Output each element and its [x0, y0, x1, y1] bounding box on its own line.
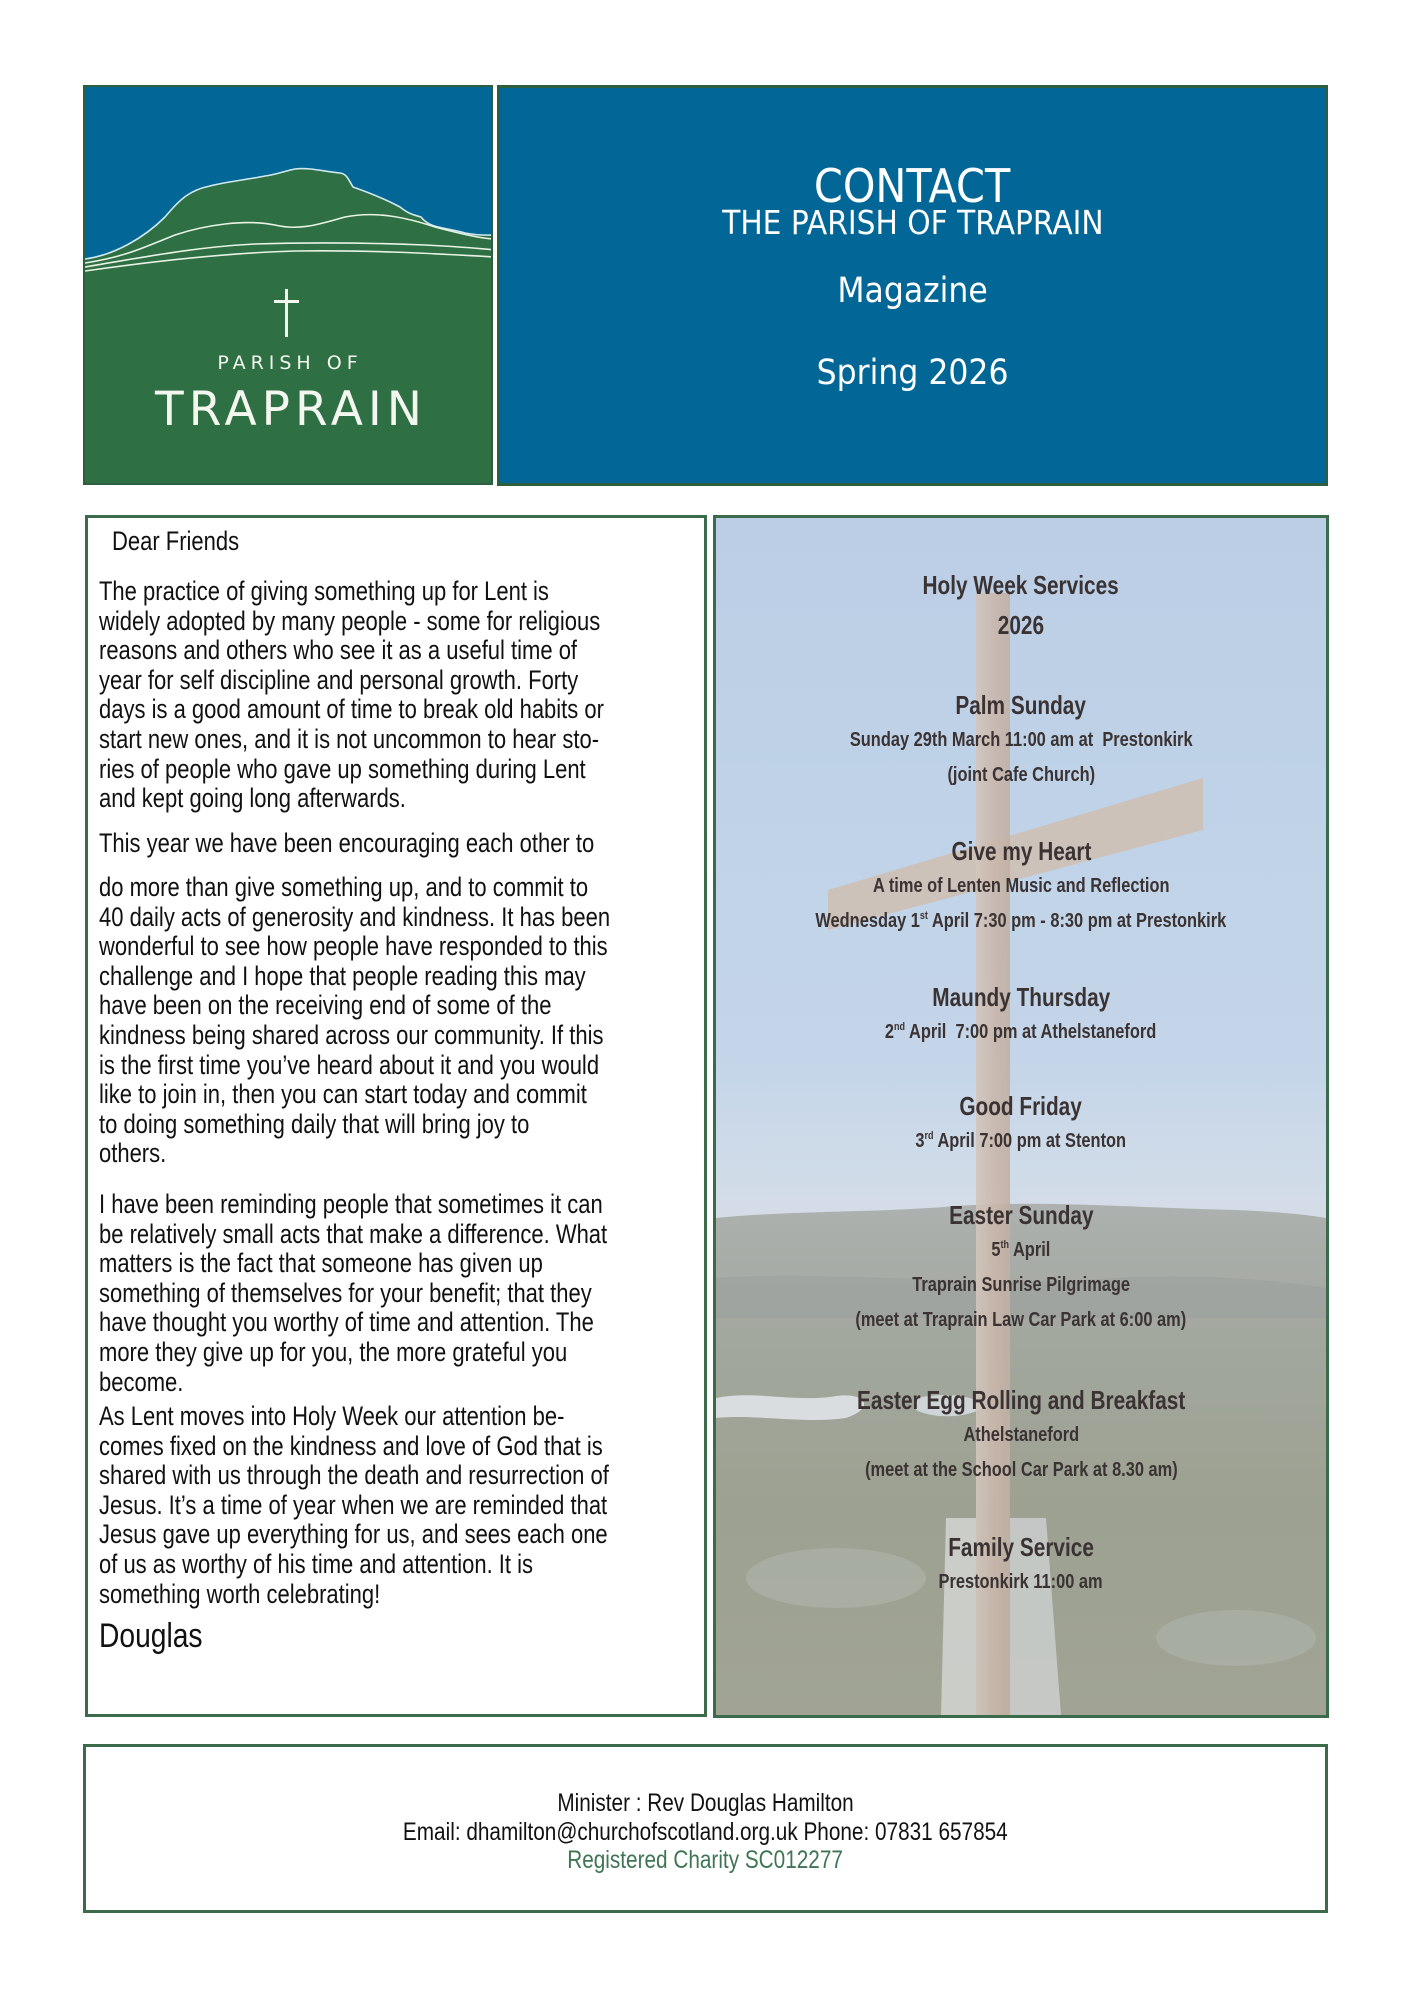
letter-line: ries of people who gave up something during Lent	[99, 753, 586, 784]
letter-line: be relatively small acts that make a difference. What	[99, 1218, 608, 1249]
cross-icon	[273, 289, 301, 337]
masthead-publication: Magazine	[837, 271, 988, 311]
service-detail-text: (meet at the School Car Park at 8.30 am)	[864, 1458, 1178, 1481]
letter-line: of us as worthy of his time and attention. It is	[99, 1549, 534, 1579]
masthead	[497, 85, 1328, 486]
service-name: Maundy Thursday	[931, 982, 1110, 1012]
services-title: Holy Week Services	[922, 570, 1120, 600]
minister-contact: Email: dhamilton@churchofscotland.org.uk Phone: 07831 657854	[403, 1818, 1008, 1846]
ordinal-suffix: th	[1000, 1239, 1010, 1252]
letter-line: days is a good amount of time to break old habits or	[99, 694, 604, 725]
letter-line: others.	[99, 1138, 167, 1169]
service-detail-date: 5	[991, 1238, 1001, 1261]
service-detail	[716, 1129, 1326, 1153]
letter-line: matters is the fact that someone has given up	[99, 1248, 543, 1279]
letter-line: to doing something daily that will bring joy to	[99, 1108, 530, 1139]
ordinal-suffix: rd	[924, 1130, 934, 1143]
letter-line: reasons and others who see it as a useful time of	[99, 635, 578, 666]
service-detail-text: April	[1009, 1238, 1051, 1261]
letter-line: kindness being shared across our community. If this	[99, 1020, 604, 1050]
service-detail	[716, 1458, 1326, 1482]
holy-week-services-panel	[713, 515, 1329, 1718]
letter-line: like to join in, then you can start today and commit	[99, 1079, 587, 1110]
service-detail	[716, 1423, 1326, 1447]
service-detail-date: Wednesday 1	[815, 909, 921, 932]
service-detail-text: April 7:00 pm at Stenton	[933, 1129, 1127, 1152]
letter-line: Jesus. It’s a time of year when we are reminded that	[99, 1489, 608, 1520]
service-name: Easter Egg Rolling and Breakfast	[856, 1385, 1186, 1415]
service-detail-date: 2	[885, 1020, 895, 1043]
letter-line: start new ones, and it is not uncommon to hear sto-	[99, 724, 600, 754]
service-detail	[716, 763, 1326, 787]
service-name: Give my Heart	[951, 836, 1091, 866]
ordinal-suffix: nd	[894, 1021, 906, 1034]
minister-name: Minister : Rev Douglas Hamilton	[557, 1789, 854, 1817]
letter-line: The practice of giving something up for Lent is	[99, 576, 549, 606]
letter-line: and kept going long afterwards.	[99, 783, 406, 814]
letter-line: is the first time you’ve heard about it and you would	[99, 1049, 600, 1080]
letter-line: This year we have been encouraging each other to	[99, 828, 595, 858]
service-detail-text: A time of Lenten Music and Reflection	[872, 874, 1170, 897]
letter-line: wonderful to see how people have responded to this	[99, 931, 608, 962]
logo-text-traprain: TRAPRAIN	[155, 382, 427, 437]
service-name: Easter Sunday	[948, 1200, 1094, 1230]
contact-footer	[83, 1744, 1328, 1913]
masthead-title: CONTACT	[814, 159, 1011, 213]
service-name: Palm Sunday	[955, 690, 1087, 720]
letter-line: have thought you worthy of time and attention. The	[99, 1307, 594, 1338]
service-detail	[716, 1308, 1326, 1332]
service-detail-text: April 7:30 pm - 8:30 pm at Prestonkirk	[928, 909, 1227, 932]
letter-line: have been on the receiving end of some of the	[99, 990, 552, 1021]
ministers-letter	[85, 515, 707, 1717]
letter-line: something worth celebrating!	[99, 1578, 381, 1609]
masthead-issue: Spring 2026	[816, 353, 1009, 393]
letter-line: I have been reminding people that sometimes it can	[99, 1189, 603, 1219]
service-detail-date: 3	[915, 1129, 925, 1152]
ordinal-suffix: st	[920, 910, 929, 923]
letter-signoff: Douglas	[99, 1617, 203, 1655]
service-detail-text: (meet at Traprain Law Car Park at 6:00 am)	[855, 1308, 1187, 1331]
service-detail	[716, 1238, 1326, 1262]
letter-greeting: Dear Friends	[112, 526, 240, 556]
service-name: Good Friday	[959, 1091, 1083, 1121]
service-detail-text: Sunday 29th March 11:00 am at Prestonkirk	[849, 728, 1193, 751]
parish-logo	[83, 85, 493, 485]
services-year: 2026	[997, 610, 1045, 640]
letter-line: comes fixed on the kindness and love of God that is	[99, 1430, 603, 1461]
service-detail	[716, 874, 1326, 898]
letter-line: As Lent moves into Holy Week our attention be-	[99, 1401, 565, 1431]
letter-line: Jesus gave up everything for us, and sees each one	[99, 1519, 608, 1550]
service-detail	[716, 1570, 1326, 1594]
letter-line: year for self discipline and personal growth. Forty	[99, 664, 579, 695]
charity-number: Registered Charity SC012277	[567, 1846, 844, 1874]
service-detail	[716, 728, 1326, 752]
logo-text-parish-of: PARISH OF	[217, 352, 363, 374]
letter-line: shared with us through the death and resurrection of	[99, 1460, 609, 1491]
service-detail-text: Prestonkirk 11:00 am	[938, 1570, 1104, 1593]
service-detail-text: Athelstaneford	[963, 1423, 1079, 1446]
service-detail	[716, 909, 1326, 933]
masthead-subtitle: THE PARISH OF TRAPRAIN	[721, 203, 1104, 242]
letter-line: more they give up for you, the more grateful you	[99, 1337, 568, 1367]
letter-line: something of themselves for your benefit; that they	[99, 1277, 592, 1308]
service-name: Family Service	[948, 1532, 1094, 1562]
service-detail-text: April 7:00 pm at Athelstaneford	[905, 1020, 1157, 1043]
letter-line: widely adopted by many people - some for religious	[99, 605, 601, 636]
service-detail	[716, 1020, 1326, 1044]
letter-line: challenge and I hope that people reading this may	[99, 960, 586, 991]
service-detail-text: Traprain Sunrise Pilgrimage	[912, 1273, 1130, 1296]
letter-line: become.	[99, 1366, 184, 1397]
service-detail	[716, 1273, 1326, 1297]
service-detail-text: (joint Cafe Church)	[947, 763, 1095, 786]
letter-line: 40 daily acts of generosity and kindness. It has been	[99, 901, 611, 932]
letter-line: do more than give something up, and to commit to	[99, 872, 589, 902]
